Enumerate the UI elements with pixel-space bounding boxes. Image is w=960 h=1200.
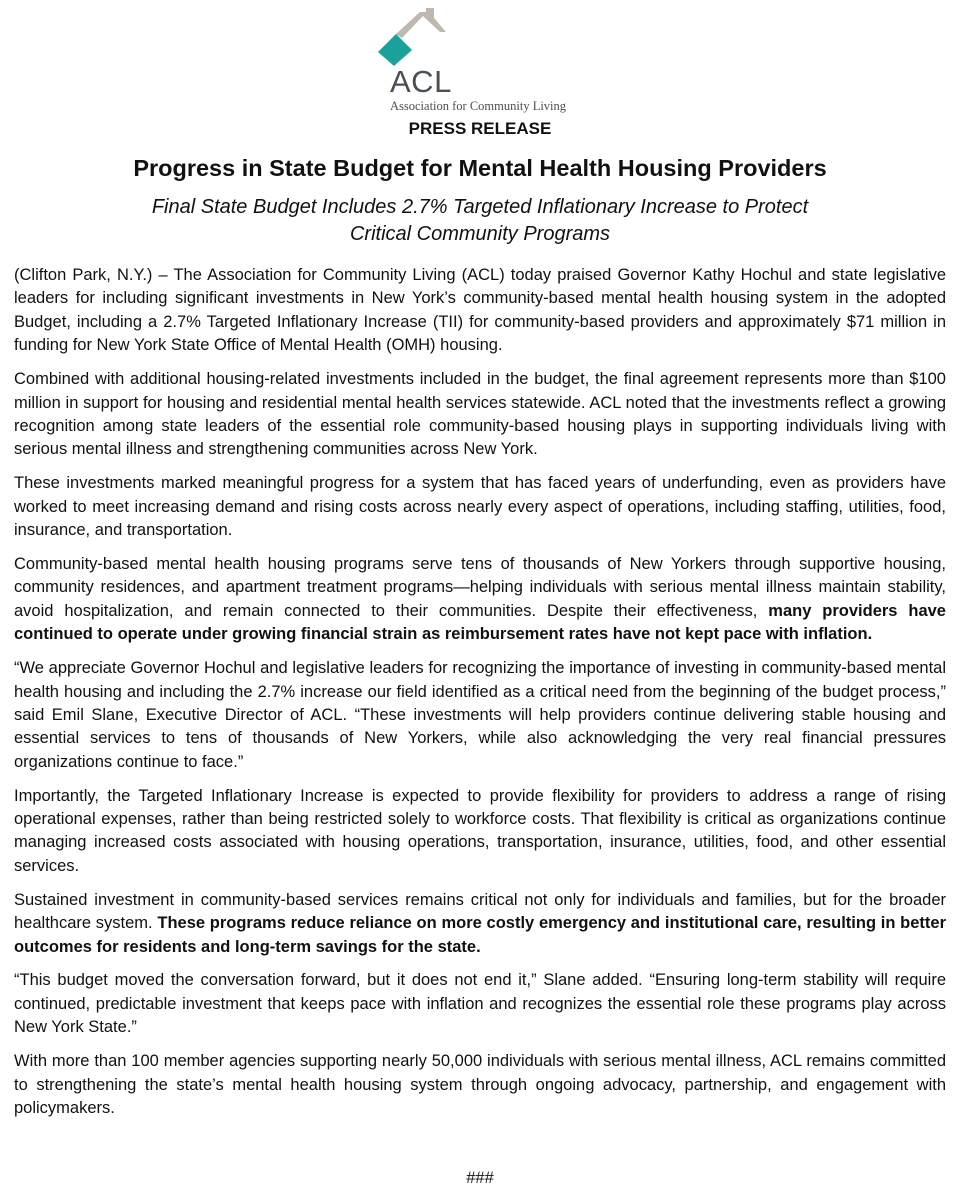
paragraph-text: With more than 100 member agencies supporting nearly 50,000 individuals with serious mental illness, ACL remains committed to strengthening the state’s mental health housing system through ongoing advocacy, partnership, and engagement with policymakers. xyxy=(14,1052,946,1117)
paragraph xyxy=(14,1050,946,1120)
paragraph-text: Importantly, the Targeted Inflationary Increase is expected to provide flexibility for providers to address a range of rising operational expenses, rather than being restricted solely to workforce costs. That flexibility is critical as organizations continue managing increased costs associated with housing operations, transportation, insurance, utilities, food, and other essential services. xyxy=(14,786,946,875)
paragraph-text: (Clifton Park, N.Y.) – The Association for Community Living (ACL) today praised Governor Kathy Hochul and state legislative leaders for including significant investments in New York’s community-based mental health housing system in the adopted Budget, including a 2.7% Targeted Inflationary Increase (TII) for community-based providers and approximately $71 million in funding for New York State Office of Mental Health (OMH) housing. xyxy=(14,266,946,355)
paragraph-text: “This budget moved the conversation forward, but it does not end it,” Slane added. “Ensuring long-term stability will require continued, predictable investment that keeps pace with inflation and recognizes the essential role these programs play across New York State.” xyxy=(14,971,946,1037)
paragraph-text: These investments marked meaningful progress for a system that has faced years of underfunding, even as providers have worked to meet increasing demand and rising costs across nearly every aspect of operations, including staffing, utilities, food, insurance, and transportation. xyxy=(14,474,946,540)
paragraph xyxy=(14,889,946,959)
headline: Progress in State Budget for Mental Health Housing Providers xyxy=(133,155,827,181)
paragraph-text: Sustained investment in community-based services remains critical not only for individuals and families, but for the broader healthcare system. xyxy=(14,890,946,933)
paragraph xyxy=(14,472,946,542)
paragraph-text: “We appreciate Governor Hochul and legislative leaders for recognizing the importance of investing in community-based mental health housing and including the 2.7% increase our field identified as a critical need from the beginning of the budget process,” said Emil Slane, Executive Director of ACL. “These investments will help providers continue delivering stable housing and essential services to tens of thousands of New Yorkers, while also acknowledging the very real financial pressures organizations continue to face.” xyxy=(14,659,946,771)
subheadline-line-1: Final State Budget Includes 2.7% Targeted Inflationary Increase to Protect xyxy=(151,196,809,218)
logo-tagline: Association for Community Living xyxy=(390,99,567,113)
roof-gray-shape xyxy=(396,8,446,38)
logo-wordmark: ACL xyxy=(390,64,452,99)
end-mark: ### xyxy=(466,1169,494,1187)
paragraph xyxy=(14,553,946,647)
paragraph-text: Community-based mental health housing programs serve tens of thousands of New Yorkers through supportive housing, community residences, and apartment treatment programs—helping individuals with serious mental illness maintain stability, avoid hospitalization, and remain connected to their communities. Despite their effectiveness, xyxy=(14,554,946,620)
press-release-label: PRESS RELEASE xyxy=(408,119,552,138)
subheadline-line-2: Critical Community Programs xyxy=(349,223,611,245)
acl-logo xyxy=(376,8,584,113)
paragraph xyxy=(14,264,946,358)
paragraph-bold-text: These programs reduce reliance on more costly emergency and institutional care, resulting in better outcomes for residents and long-term savings for the state. xyxy=(14,914,946,956)
roof-teal-shape xyxy=(378,34,412,66)
subheadline xyxy=(80,194,880,248)
article-body xyxy=(14,264,946,1131)
paragraph xyxy=(14,785,946,879)
paragraph xyxy=(14,368,946,462)
acl-roof-icon xyxy=(376,8,584,68)
paragraph-bold-text: many providers have continued to operate under growing financial strain as reimbursement rates have not kept pace with inflation. xyxy=(14,601,946,644)
paragraph-text: Combined with additional housing-related investments included in the budget, the final agreement represents more than $100 million in support for housing and residential mental health services statewide. ACL noted that the investments reflect a growing recognition among state leaders of the essential role community-based housing plays in supporting individuals living with serious mental illness and strengthening communities across New York. xyxy=(14,370,946,459)
paragraph xyxy=(14,969,946,1039)
paragraph xyxy=(14,657,946,774)
